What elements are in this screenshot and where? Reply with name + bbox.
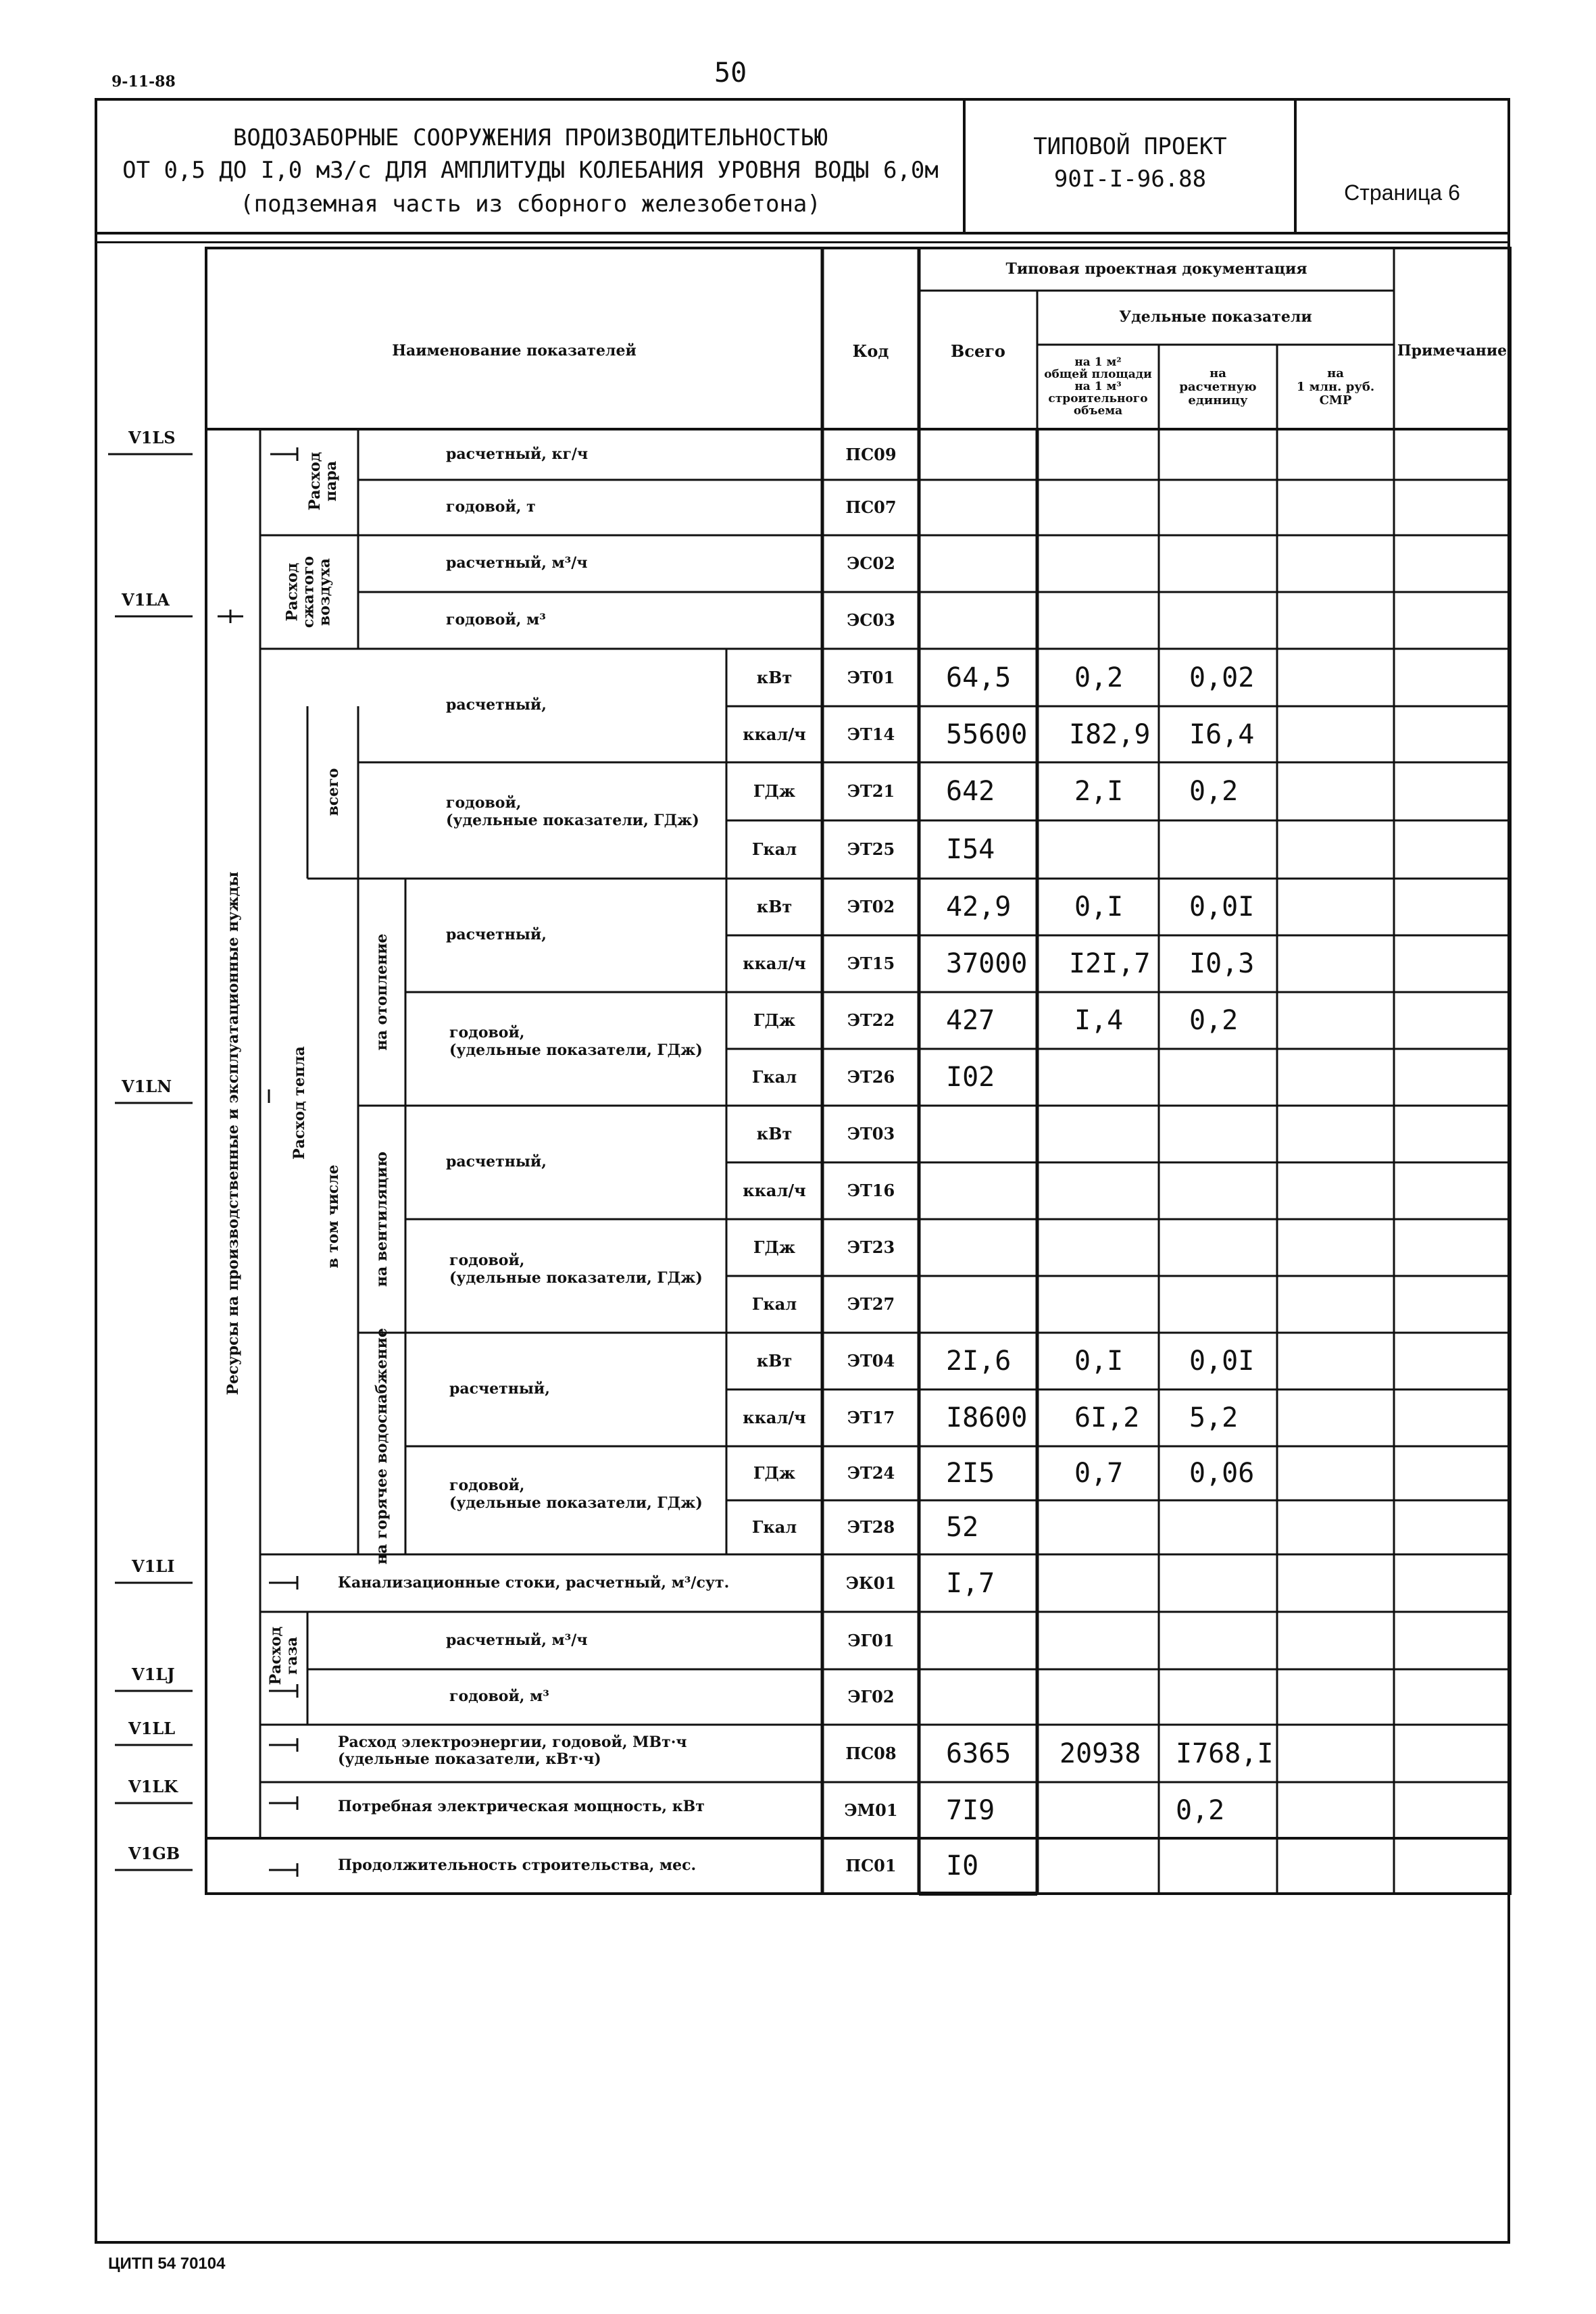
value-per-unit: 0,0I	[1189, 1346, 1255, 1377]
code-cell: ЭТ26	[847, 1067, 895, 1087]
value-per-unit: 0,2	[1189, 1005, 1239, 1036]
unit-gj: ГДж	[753, 1463, 796, 1483]
unit-kw: кВт	[756, 897, 793, 917]
col-code-header: Код	[852, 341, 889, 362]
code-cell: ЭТ14	[847, 724, 895, 745]
code-cell: ЭТ02	[847, 897, 895, 917]
unit-kw: кВт	[756, 1124, 793, 1144]
unit-gj: ГДж	[753, 781, 796, 802]
value-total: 6365	[946, 1738, 1012, 1769]
unit-gcal: Гкал	[751, 1517, 797, 1537]
value-total: 37000	[946, 948, 1028, 979]
value-per-unit: 0,06	[1189, 1458, 1255, 1489]
row-name-electricity: Расход электроэнергии, годовой, МВт·ч (удельные показатели, кВт·ч)	[338, 1733, 687, 1769]
value-per-unit: 0,02	[1189, 662, 1255, 693]
col-note-header: Примечание	[1397, 342, 1507, 360]
doc-date: 9-11-88	[111, 73, 176, 91]
value-total: 55600	[946, 719, 1028, 750]
code-cell: ЭС02	[847, 553, 895, 574]
code-cell: ЭТ01	[847, 668, 895, 688]
code-cell: ЭМ01	[844, 1800, 898, 1820]
row-name-vent-year: годовой, (удельные показатели, ГДж)	[449, 1252, 703, 1287]
code-cell: ПС09	[845, 445, 897, 465]
col-name-header: Наименование показателей	[392, 342, 637, 360]
value-per-area: I2I,7	[1069, 948, 1151, 979]
code-cell: ПС08	[845, 1743, 897, 1763]
value-total: I54	[946, 834, 995, 865]
row-name-power: Потребная электрическая мощность, кВт	[338, 1798, 705, 1816]
row-name-duration: Продолжительность строительства, мес.	[338, 1856, 697, 1875]
value-per-unit: 0,2	[1176, 1794, 1225, 1826]
value-per-area: I,4	[1074, 1005, 1124, 1036]
unit-kcal: ккал/ч	[743, 1181, 806, 1201]
value-total: 52	[946, 1512, 979, 1543]
value-total: 42,9	[946, 891, 1012, 922]
group-air: Расход сжатого воздуха	[283, 556, 334, 629]
footer-code: ЦИТП 54 70104	[108, 2255, 226, 2273]
code-cell: ЭТ15	[847, 954, 895, 974]
side-label-v1gb: V1GB	[128, 1844, 180, 1863]
group-heat: Расход тепла	[290, 1046, 308, 1160]
title-line-3: (подземная часть из сборного железобетона)	[240, 191, 821, 218]
row-name-steam-calc: расчетный, кг/ч	[446, 445, 589, 464]
unit-gcal: Гкал	[751, 1294, 797, 1314]
group-incl: в том числе	[324, 1164, 342, 1269]
value-total: 7I9	[946, 1794, 995, 1826]
value-total: 427	[946, 1005, 995, 1036]
code-cell: ЭГ01	[847, 1630, 895, 1650]
value-total: I0	[946, 1850, 979, 1881]
row-name-air-calc: расчетный, м³/ч	[446, 554, 588, 572]
side-label-v1la: V1LA	[122, 590, 170, 610]
unit-gj: ГДж	[753, 1010, 796, 1031]
side-label-v1ls: V1LS	[128, 428, 176, 447]
group-resources: Ресурсы на производственные и эксплуатационные нужды	[224, 871, 242, 1396]
code-cell: ПС01	[845, 1856, 897, 1876]
row-name-gas-calc: расчетный, м³/ч	[446, 1631, 588, 1649]
row-name-steam-year: годовой, т	[446, 498, 536, 516]
value-per-area: 6I,2	[1074, 1402, 1140, 1433]
row-name-heating-calc: расчетный,	[446, 926, 547, 944]
row-name-gas-year: годовой, м³	[449, 1688, 549, 1706]
code-cell: ЭК01	[845, 1573, 897, 1593]
value-total: I02	[946, 1062, 995, 1093]
col-total-header: Всего	[951, 341, 1005, 362]
value-total: 2I,6	[946, 1346, 1012, 1377]
code-cell: ЭТ28	[847, 1517, 895, 1537]
sheet-label: Страница 6	[1344, 180, 1460, 205]
code-cell: ЭТ27	[847, 1294, 895, 1314]
unit-kw: кВт	[756, 668, 793, 688]
side-label-v1ll: V1LL	[128, 1719, 176, 1738]
title-line-1: ВОДОЗАБОРНЫЕ СООРУЖЕНИЯ ПРОИЗВОДИТЕЛЬНОСТЬЮ	[232, 124, 828, 152]
unit-kw: кВт	[756, 1351, 793, 1371]
code-cell: ЭТ03	[847, 1124, 895, 1144]
value-total: 64,5	[946, 662, 1012, 693]
code-cell: ЭТ23	[847, 1237, 895, 1258]
code-cell: ЭТ16	[847, 1181, 895, 1201]
unit-gcal: Гкал	[751, 1067, 797, 1087]
value-per-unit: I768,I	[1176, 1738, 1274, 1769]
side-label-v1lk: V1LK	[128, 1777, 178, 1796]
value-per-area: 0,I	[1074, 891, 1124, 922]
code-cell: ПС07	[845, 497, 897, 518]
row-name-air-year: годовой, м³	[446, 611, 546, 629]
group-steam: Расход пара	[305, 451, 340, 511]
code-cell: ЭТ04	[847, 1351, 895, 1371]
value-per-area: 0,2	[1074, 662, 1124, 693]
value-per-area: 0,I	[1074, 1346, 1124, 1377]
value-per-unit: 0,0I	[1189, 891, 1255, 922]
unit-gcal: Гкал	[751, 839, 797, 860]
value-per-area: 2,I	[1074, 776, 1124, 807]
side-label-v1ln: V1LN	[122, 1077, 172, 1096]
side-label-v1li: V1LI	[132, 1556, 175, 1576]
group-total: всего	[324, 768, 342, 816]
code-cell: ЭС03	[847, 610, 895, 631]
col-specific-header: Удельные показатели	[1119, 308, 1312, 326]
row-name-vent-calc: расчетный,	[446, 1153, 547, 1171]
code-cell: ЭТ21	[847, 781, 895, 802]
value-per-unit: I0,3	[1189, 948, 1255, 979]
col-per-unit-header: на расчетную единицу	[1179, 366, 1257, 408]
group-ventilation: на вентиляцию	[372, 1151, 391, 1287]
value-per-area: I82,9	[1069, 719, 1151, 750]
col-per-area-header: на 1 м² общей площади на 1 м³ строительного объема	[1044, 355, 1152, 418]
value-total: 2I5	[946, 1458, 995, 1489]
col-doc-header: Типовая проектная документация	[1005, 260, 1307, 278]
row-name-hotwater-year: годовой, (удельные показатели, ГДж)	[449, 1477, 703, 1512]
value-per-unit: 5,2	[1189, 1402, 1239, 1433]
title-line-2: ОТ 0,5 ДО I,0 м3/с ДЛЯ АМПЛИТУДЫ КОЛЕБАНИЯ УРОВНЯ ВОДЫ 6,0м	[122, 157, 939, 184]
group-hotwater: на горячее водоснабжение	[372, 1328, 391, 1565]
value-total: I8600	[946, 1402, 1028, 1433]
group-gas: Расход газа	[266, 1626, 301, 1685]
unit-kcal: ккал/ч	[743, 954, 806, 974]
code-cell: ЭТ25	[847, 839, 895, 860]
code-cell: ЭГ02	[847, 1687, 895, 1707]
code-cell: ЭТ24	[847, 1463, 895, 1483]
value-per-unit: I6,4	[1189, 719, 1255, 750]
page-number: 50	[714, 57, 747, 89]
value-total: 642	[946, 776, 995, 807]
unit-kcal: ккал/ч	[743, 1408, 806, 1428]
side-label-v1lj: V1LJ	[132, 1665, 175, 1684]
value-per-unit: 0,2	[1189, 776, 1239, 807]
unit-kcal: ккал/ч	[743, 724, 806, 745]
group-heating: на отопление	[372, 933, 391, 1051]
code-cell: ЭТ17	[847, 1408, 895, 1428]
row-name-hotwater-calc: расчетный,	[449, 1380, 550, 1398]
row-name-heating-year: годовой, (удельные показатели, ГДж)	[449, 1024, 703, 1060]
project-number: 90I-I-96.88	[1053, 166, 1207, 193]
value-per-area: 0,7	[1074, 1458, 1124, 1489]
row-name-heat-total-calc: расчетный,	[446, 696, 547, 714]
value-total: I,7	[946, 1567, 995, 1599]
value-per-area: 20938	[1059, 1738, 1141, 1769]
row-name-heat-total-year: годовой, (удельные показатели, ГДж)	[446, 794, 699, 830]
unit-gj: ГДж	[753, 1237, 796, 1258]
code-cell: ЭТ22	[847, 1010, 895, 1031]
row-name-sewage: Канализационные стоки, расчетный, м³/сут.	[338, 1573, 730, 1592]
col-per-mln-header: на 1 млн. руб. СМР	[1296, 366, 1375, 408]
project-label: ТИПОВОЙ ПРОЕКТ	[1033, 133, 1227, 161]
